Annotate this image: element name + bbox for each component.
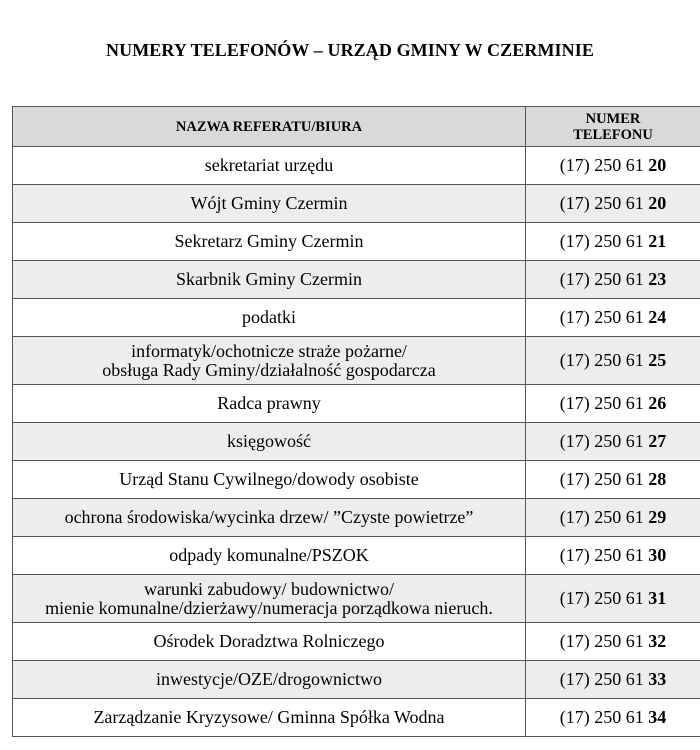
page-title: NUMERY TELEFONÓW – URZĄD GMINY W CZERMINIE	[106, 40, 594, 60]
table-body	[13, 147, 700, 737]
table-row	[13, 385, 700, 423]
phone-extension: 29	[648, 507, 667, 527]
phone-extension: 28	[648, 469, 667, 489]
phone-prefix: (17) 250 61	[559, 193, 649, 213]
department-name-line: Skarbnik Gminy Czermin	[176, 269, 362, 289]
phone-table	[12, 106, 700, 737]
phone-extension: 25	[648, 350, 667, 370]
table-header-row	[13, 107, 700, 147]
phone-extension: 34	[648, 707, 667, 727]
phone-prefix: (17) 250 61	[559, 669, 649, 689]
phone-number-cell	[526, 499, 700, 537]
phone-extension: 24	[648, 307, 667, 327]
phone-prefix: (17) 250 61	[559, 393, 649, 413]
header-phone-line2: TELEFONU	[573, 126, 653, 143]
phone-prefix: (17) 250 61	[559, 588, 649, 608]
department-name-cell	[13, 537, 526, 575]
phone-number-cell	[526, 423, 700, 461]
department-name-cell	[13, 299, 526, 337]
phone-prefix: (17) 250 61	[559, 431, 649, 451]
department-name-line: inwestycje/OZE/drogownictwo	[156, 669, 382, 689]
department-name-cell	[13, 223, 526, 261]
phone-prefix: (17) 250 61	[559, 631, 649, 651]
phone-extension: 33	[648, 669, 667, 689]
department-name-line: warunki zabudowy/ budownictwo/	[144, 578, 394, 599]
department-name-cell	[13, 461, 526, 499]
department-name-cell	[13, 661, 526, 699]
department-name-cell	[13, 385, 526, 423]
department-name-line: Zarządzanie Kryzysowe/ Gminna Spółka Wodna	[93, 707, 445, 727]
department-name-line: informatyk/ochotnicze straże pożarne/	[131, 340, 407, 361]
department-name-line: księgowość	[227, 431, 311, 451]
department-name-line: sekretariat urzędu	[204, 155, 334, 175]
phone-extension: 26	[648, 393, 667, 413]
table-row	[13, 661, 700, 699]
table-row	[13, 575, 700, 623]
phone-prefix: (17) 250 61	[559, 231, 649, 251]
phone-extension: 30	[648, 545, 667, 565]
department-name-line: odpady komunalne/PSZOK	[169, 545, 369, 565]
department-name-line: obsługa Rady Gminy/działalność gospodarcza	[102, 359, 436, 380]
phone-number-cell	[526, 223, 700, 261]
department-name-cell	[13, 261, 526, 299]
table-row	[13, 261, 700, 299]
header-phone-line1: NUMER	[585, 110, 641, 127]
phone-extension: 21	[648, 231, 667, 251]
phone-prefix: (17) 250 61	[559, 469, 649, 489]
department-name-line: podatki	[242, 307, 296, 327]
table-row	[13, 223, 700, 261]
phone-extension: 27	[648, 431, 667, 451]
phone-number-cell	[526, 185, 700, 223]
phone-extension: 31	[648, 588, 667, 608]
phone-extension: 20	[648, 193, 667, 213]
phone-number-cell	[526, 699, 700, 737]
phone-prefix: (17) 250 61	[559, 269, 649, 289]
phone-number-cell	[526, 575, 700, 623]
department-name-cell	[13, 699, 526, 737]
table-row	[13, 423, 700, 461]
phone-extension: 20	[648, 155, 667, 175]
department-name-line: Ośrodek Doradztwa Rolniczego	[153, 631, 385, 651]
table-row	[13, 147, 700, 185]
phone-number-cell	[526, 461, 700, 499]
header-phone-number	[526, 107, 700, 147]
phone-extension: 23	[648, 269, 667, 289]
table-row	[13, 499, 700, 537]
phone-number-cell	[526, 261, 700, 299]
table-row	[13, 699, 700, 737]
table-row	[13, 623, 700, 661]
phone-number-cell	[526, 661, 700, 699]
phone-number-cell	[526, 385, 700, 423]
department-name-cell	[13, 147, 526, 185]
phone-number-cell	[526, 537, 700, 575]
phone-number-cell	[526, 623, 700, 661]
table-row	[13, 299, 700, 337]
department-name-line: Urząd Stanu Cywilnego/dowody osobiste	[119, 469, 419, 489]
phone-prefix: (17) 250 61	[559, 707, 649, 727]
header-department: NAZWA REFERATU/BIURA	[13, 107, 526, 147]
phone-number-cell	[526, 147, 700, 185]
department-name-cell	[13, 423, 526, 461]
phone-number-cell	[526, 337, 700, 385]
department-name-line: Radca prawny	[217, 393, 321, 413]
phone-prefix: (17) 250 61	[559, 155, 649, 175]
department-name-cell	[13, 499, 526, 537]
table-row	[13, 537, 700, 575]
table-row	[13, 461, 700, 499]
department-name-line: Wójt Gminy Czermin	[190, 193, 348, 213]
department-name-line: Sekretarz Gminy Czermin	[174, 231, 364, 251]
table-row	[13, 337, 700, 385]
department-name-cell	[13, 185, 526, 223]
department-name-line: mienie komunalne/dzierżawy/numeracja porządkowa nieruch.	[45, 597, 493, 618]
department-name-line: ochrona środowiska/wycinka drzew/ ”Czyste powietrze”	[64, 507, 474, 527]
department-name-cell	[13, 337, 526, 385]
phone-number-cell	[526, 299, 700, 337]
department-name-cell	[13, 623, 526, 661]
phone-prefix: (17) 250 61	[559, 307, 649, 327]
phone-prefix: (17) 250 61	[559, 507, 649, 527]
department-name-cell	[13, 575, 526, 623]
phone-prefix: (17) 250 61	[559, 545, 649, 565]
phone-extension: 32	[648, 631, 667, 651]
phone-prefix: (17) 250 61	[559, 350, 649, 370]
table-row	[13, 185, 700, 223]
